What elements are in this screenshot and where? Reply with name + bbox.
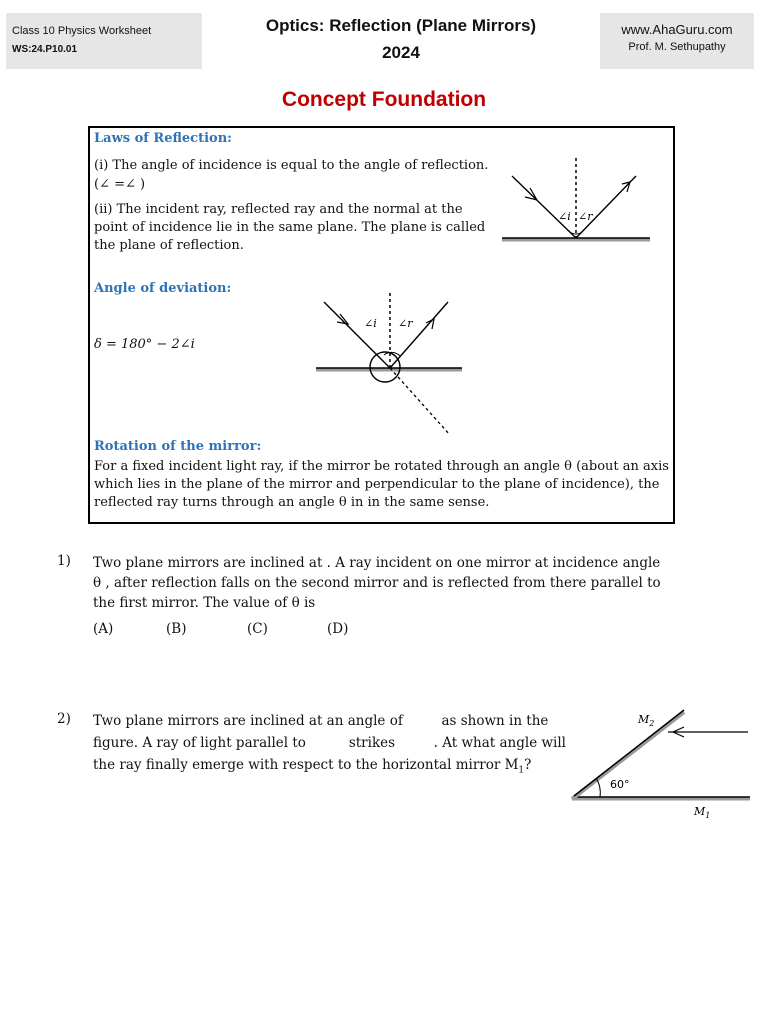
reflected-ray — [390, 302, 448, 368]
question-1-text: Two plane mirrors are inclined at . A ray incident on one mirror at incidence angle θ , after reflection falls on the second mirror and is reflected from there parallel to the first mirror. The value of θ is — [93, 555, 661, 611]
laws-heading: Laws of Reflection: — [94, 131, 232, 146]
worksheet-year: 2024 — [382, 43, 420, 62]
worksheet-title: Optics: Reflection (Plane Mirrors) — [265, 16, 537, 35]
fig-m2-label: $M_2$ — [638, 713, 655, 728]
question-2-text — [93, 711, 566, 781]
fig-angle-label: 60° — [610, 778, 630, 791]
law-2-text: (ii) The incident ray, reflected ray and the normal at the point of incidence lie in the same plane. The plane is called the plane of reflection. — [94, 202, 486, 253]
deviation-diagram — [310, 293, 470, 438]
reflection-diagram — [490, 150, 660, 250]
incident-ray — [512, 176, 576, 238]
fig1-angle-i: ∠i — [558, 210, 571, 223]
header-left-panel — [6, 13, 202, 69]
question-2-line-1: Two plane mirrors are inclined at an angle of as shown in the — [93, 713, 549, 729]
reflected-arrow-icon — [426, 319, 434, 329]
deviation-formula: δ = 180° − 2∠i — [94, 337, 195, 352]
fig2-angle-i: ∠i — [364, 317, 377, 330]
question-1-option-b[interactable]: (B) — [166, 621, 187, 637]
header-title-panel — [204, 13, 598, 69]
concept-box — [88, 126, 675, 524]
fig2-angle-r: ∠r — [398, 317, 413, 330]
extended-incident-ray — [390, 368, 450, 435]
worksheet-class-label: Class 10 Physics Worksheet — [12, 25, 152, 37]
question-1-option-d[interactable]: (D) — [327, 621, 349, 637]
law-1-text: (i) The angle of incidence is equal to the angle of reflection. — [94, 158, 489, 173]
law-1-formula: (∠ =∠ ) — [94, 177, 146, 192]
incident-arrow-icon — [337, 314, 348, 324]
rotation-text: For a fixed incident light ray, if the mirror be rotated through an angle θ (about an axis which lies in the plane of the mirror and perpendicular to the plane of incidence), the reflected ray turns through an angle θ in in the same sense. — [94, 459, 669, 510]
fig-m1-label: $M_1$ — [694, 805, 711, 820]
question-2-line-3-text: the ray finally emerge with respect to the horizontal mirror M — [93, 757, 519, 773]
question-1-number: 1) — [57, 553, 71, 569]
header-right-panel — [600, 13, 754, 69]
fig1-angle-r: ∠r — [578, 210, 593, 223]
question-2-number: 2) — [57, 711, 71, 727]
inclined-mirrors-diagram — [560, 708, 760, 828]
site-url: www.AhaGuru.com — [621, 22, 733, 37]
question-1-option-a[interactable]: (A) — [93, 621, 114, 637]
deviation-arc-icon — [370, 352, 400, 382]
question-2-line-3-end: ? — [524, 757, 532, 773]
incident-ray — [324, 302, 390, 368]
section-title: Concept Foundation — [281, 88, 487, 111]
deviation-heading: Angle of deviation: — [94, 281, 232, 296]
reflected-ray — [576, 176, 636, 238]
question-2-line-3 — [93, 755, 543, 781]
rotation-heading: Rotation of the mirror: — [94, 439, 262, 454]
question-2-line-2: figure. A ray of light parallel to strikes . At what angle will — [93, 735, 566, 751]
worksheet-code: WS:24.P10.01 — [12, 44, 78, 55]
question-1-option-c[interactable]: (C) — [247, 621, 268, 637]
question-2-line-3-sub: 1 — [518, 765, 525, 776]
author-name: Prof. M. Sethupathy — [628, 41, 726, 53]
